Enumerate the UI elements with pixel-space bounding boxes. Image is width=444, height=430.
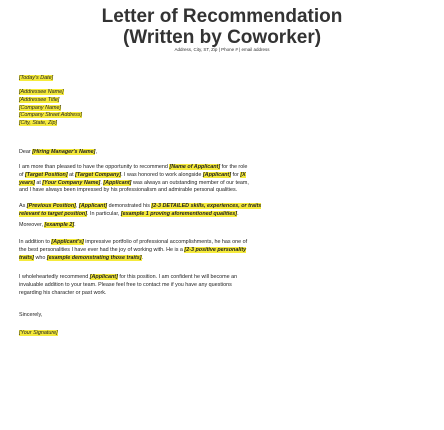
your-company-name: [Your Company Name] (42, 179, 101, 186)
company-street-address: [Company Street Address] (19, 112, 83, 119)
salutation-text: Dear (19, 149, 33, 155)
company-name: [Company Name] (19, 104, 61, 111)
years-placeholder-end: years] (19, 179, 35, 186)
applicant: [Applicant] (89, 274, 118, 280)
example-1: [example 1 proving aforementioned qualities] (120, 210, 238, 217)
skills-placeholder: [2-3 DETAILED skills, experiences, or traits (151, 203, 262, 209)
paragraph-3: In addition to [Applicant's] impressive portfolio of professional accomplishments, he has one of the best personalities I have ever had the joy of working with. He is a [2-3 positive personality traits] who [example demonstrating those traits]. (19, 239, 248, 261)
skills-placeholder-end: relevant to target position] (19, 210, 87, 217)
applicant: [Applicant] (78, 203, 108, 209)
salutation-comma: , (95, 149, 97, 155)
personality-traits-end: traits] (19, 254, 34, 261)
your-signature: [Your Signature] (19, 330, 58, 336)
applicant: [Applicant] (202, 171, 232, 178)
previous-position: [Previous Position] (26, 203, 76, 209)
closing: Sincerely, (19, 312, 43, 318)
paragraph-4: I wholeheartedly recommend [Applicant] for this position. I am confident he will become an invaluable addition to your team. Please feel free to contact me if you have any questions regarding his character or past work. (19, 274, 238, 296)
city-state-zip: [City, State, Zip] (19, 120, 57, 127)
date-placeholder: [Today's Date] (19, 75, 54, 81)
salutation (19, 149, 419, 157)
example-traits: [example demonstrating those traits] (46, 254, 142, 261)
addressee-block (19, 89, 419, 128)
applicant: [Applicant] (103, 179, 132, 186)
name-of-applicant: [Name of Applicant] (169, 164, 221, 170)
addressee-title: [Addressee Title] (19, 96, 60, 103)
hiring-manager-name: [Hiring Manager's Name] (32, 149, 96, 155)
personality-traits: [2-3 positive personality (184, 246, 247, 253)
paragraph-1: I am more than pleased to have the opportunity to recommend [Name of Applicant] for the role of [Target Position] at [Target Company]. I was honored to work alongside [Applicant] for [X years] at [Your Company Name]. [Applicant] was always an outstanding member of our team, and I have always been impressed by his professionalism and admirable personal qualities. (19, 164, 249, 194)
date-line (19, 75, 419, 83)
paragraph-2: As [Previous Position], [Applicant] demonstrated his [2-3 DETAILED skills, experiences, or traits relevant to target position]. In particular, [example 1 proving aforementioned qualities]. Moreover, [example 2]. (19, 203, 262, 228)
signature-line (19, 330, 419, 338)
target-position: [Target Position] (25, 171, 68, 178)
address-line: Address, City, ST, Zip | Phone # | email address (174, 47, 270, 52)
target-company: [Target Company] (75, 171, 122, 178)
title-line-2: (Written by Coworker) (122, 27, 322, 48)
addressee-name: [Addressee Name] (19, 89, 64, 95)
example-2: [example 2] (44, 221, 75, 228)
applicants: [Applicant's] (51, 239, 84, 245)
title-line-1: Letter of Recommendation (101, 6, 343, 27)
years-placeholder: [X (240, 171, 246, 178)
